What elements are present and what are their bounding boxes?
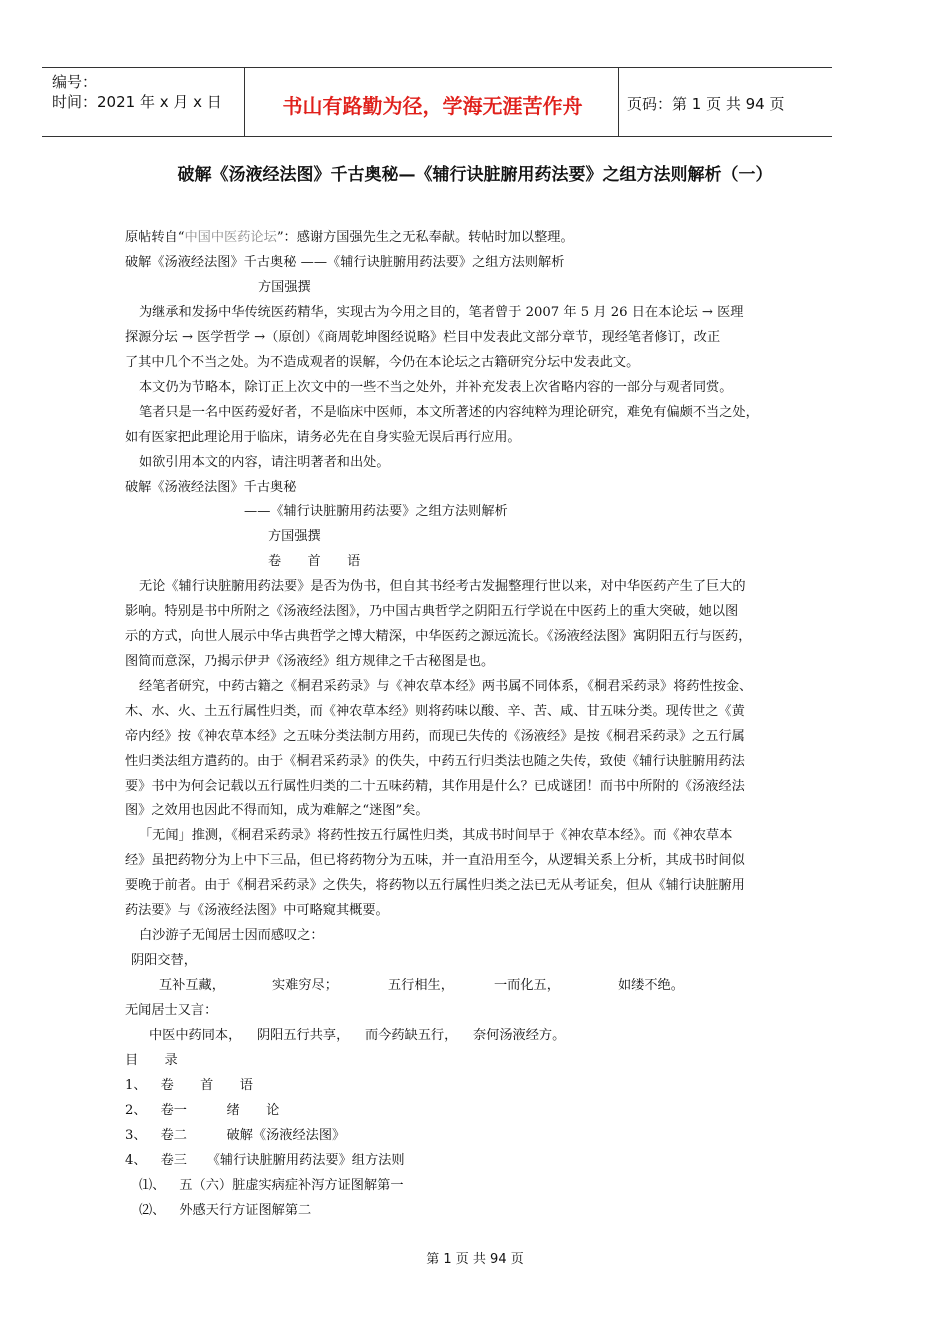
paragraph-line: 笔者只是一名中医药爱好者，不是临床中医师，本文所著述的内容纯粹为理论研究，难免有偏颇不当之处， [139, 405, 759, 420]
toc-number: 2、 [125, 1103, 147, 1118]
document-title: 破解《汤液经法图》千古奥秘—《辅行诀脏腑用药法要》之组方法则解析（一） [177, 165, 773, 185]
toc-text: 五（六）脏虚实病症补泻方证图解第一 [179, 1178, 404, 1193]
poem-phrase: 一而化五， [494, 978, 560, 993]
paragraph-line: 影响。特别是书中所附之《汤液经法图》，乃中国古典哲学之阴阳五行学说在中医药上的重大突破，她以图 [125, 604, 739, 619]
paragraph-line: 木、水、火、土五行属性归类，而《神农草本经》则将药味以酸、辛、苦、咸、甘五味分类。现传世之《黄 [125, 704, 745, 719]
toc-text: 卷一 绪 论 [160, 1103, 280, 1118]
poem-phrase: 阴阳五行共享， [257, 1028, 350, 1043]
toc-item[interactable] [125, 1152, 405, 1170]
paragraph-line: 「无闻」推测，《桐君采药录》将药性按五行属性归类，其成书时间早于《神农草本经》。而《神农草本 [139, 828, 733, 843]
source-suffix: ”：感谢方国强先生之无私奉献。转帖时加以整理。 [276, 230, 574, 245]
paragraph-line: 白沙游子无闻居士因而感叹之： [139, 928, 324, 943]
forum-link[interactable]: 中国中医药论坛 [184, 230, 277, 245]
poem-phrase: 互补互藏， [159, 978, 225, 993]
source-line [125, 229, 574, 247]
paragraph-line: 图》之效用也因此不得而知，成为难解之“迷图”矣。 [125, 803, 429, 818]
author-line: 方国强撰 [268, 529, 321, 544]
toc-text: 卷 首 语 [160, 1078, 253, 1093]
paragraph-line: 要》书中为何会记载以五行属性归类的二十五味药精，其作用是什么？已成谜团！而书中所附的《汤液经法 [125, 779, 745, 794]
paragraph-line: 为继承和发扬中华传统医药精华，实现古为今用之目的，笔者曾于 2007 年 5 月 26 日在本论坛 → 医理 [139, 305, 744, 320]
paragraph-line: 无闻居士又言： [125, 1003, 218, 1018]
paragraph-line: 经笔者研究，中药古籍之《桐君采药录》与《神农草本经》两书属不同体系，《桐君采药录》将药性按金、 [139, 679, 753, 694]
header-page-info: 页码：第 1 页 共 94 页 [627, 95, 785, 113]
poem-phrase: 而今药缺五行， [365, 1028, 458, 1043]
poem-phrase: 奈何汤液经方。 [473, 1028, 566, 1043]
paragraph-line: 探源分坛 → 医学哲学 →（原创）《商周乾坤图经说略》栏目中发表此文部分章节，现经笔者修订，改正 [125, 330, 721, 345]
paragraph-line: 图简而意深，乃揭示伊尹《汤液经》组方规律之千古秘图是也。 [125, 654, 495, 669]
toc-heading: 目 录 [125, 1053, 178, 1068]
toc-number: ⑴、 [139, 1178, 166, 1193]
toc-item[interactable] [125, 1102, 279, 1120]
paragraph-line: 了其中几个不当之处。为不造成观者的误解，今仍在本论坛之古籍研究分坛中发表此文。 [125, 355, 640, 370]
paragraph-line: 帝内经》按《神农草本经》之五味分类法制方用药，而现已失传的《汤液经》是按《桐君采药录》之五行属 [125, 729, 745, 744]
toc-item[interactable] [125, 1127, 345, 1145]
toc-text: 卷三 《辅行诀脏腑用药法要》组方法则 [160, 1153, 405, 1168]
toc-number: 3、 [125, 1128, 147, 1143]
author-line: 方国强撰 [258, 280, 311, 295]
number-label: 编号： [52, 73, 98, 91]
time-label: 时间：2021 年 x 月 x 日 [52, 93, 222, 111]
toc-subitem[interactable] [139, 1177, 404, 1195]
header-motto: 书山有路勤为径，学海无涯苦作舟 [282, 94, 583, 118]
poem-line: 阴阳交替， [131, 953, 197, 968]
poem-phrase: 五行相生， [388, 978, 454, 993]
paragraph-line: 无论《辅行诀脏腑用药法要》是否为伪书，但自其书经考古发掘整理行世以来，对中华医药产生了巨大的 [139, 579, 746, 594]
poem-phrase: 中医中药同本， [149, 1028, 242, 1043]
paragraph-line: 本文仍为节略本，除订正上次文中的一些不当之处外，并补充发表上次省略内容的一部分与观者同赏。 [139, 380, 733, 395]
source-prefix: 原帖转自“ [125, 230, 185, 245]
toc-text: 卷二 破解《汤液经法图》 [160, 1128, 346, 1143]
toc-text: 外感天行方证图解第二 [179, 1203, 312, 1218]
toc-item[interactable] [125, 1077, 253, 1095]
toc-number: ⑵、 [139, 1203, 166, 1218]
paragraph-line: 如有医家把此理论用于临床，请务必先在自身实验无误后再行应用。 [125, 430, 521, 445]
paragraph-line: 经》虽把药物分为上中下三品，但已将药物分为五味，并一直沿用至今，从逻辑关系上分析，其成书时间似 [125, 853, 745, 868]
toc-subitem[interactable] [139, 1202, 311, 1220]
poem-phrase: 实难穷尽； [272, 978, 338, 993]
page-footer: 第 1 页 共 94 页 [426, 1252, 524, 1267]
paragraph-line: 如欲引用本文的内容，请注明著者和出处。 [139, 455, 390, 470]
paragraph-line: 破解《汤液经法图》千古奥秘 ——《辅行诀脏腑用药法要》之组方法则解析 [125, 255, 565, 270]
toc-number: 1、 [125, 1078, 147, 1093]
poem-phrase: 如缕不绝。 [618, 978, 684, 993]
paragraph-line: 要晚于前者。由于《桐君采药录》之佚失，将药物以五行属性归类之法已无从考证矣，但从《辅行诀脏腑用 [125, 878, 745, 893]
header-table [42, 67, 832, 137]
toc-number: 4、 [125, 1153, 147, 1168]
section-heading: 卷 首 语 [268, 554, 361, 569]
subtitle-line: ——《辅行诀脏腑用药法要》之组方法则解析 [244, 504, 508, 519]
paragraph-line: 示的方式，向世人展示中华古典哲学之博大精深，中华医药之源远流长。《汤液经法图》寓阴阳五行与医药， [125, 629, 752, 644]
header-meta [52, 72, 222, 112]
paragraph-line: 药法要》与《汤液经法图》中可略窥其概要。 [125, 903, 389, 918]
paragraph-line: 破解《汤液经法图》千古奥秘 [125, 480, 297, 495]
paragraph-line: 性归类法组方遣药的。由于《桐君采药录》的佚失，中药五行归类法也随之失传，致使《辅行诀脏腑用药法 [125, 754, 745, 769]
